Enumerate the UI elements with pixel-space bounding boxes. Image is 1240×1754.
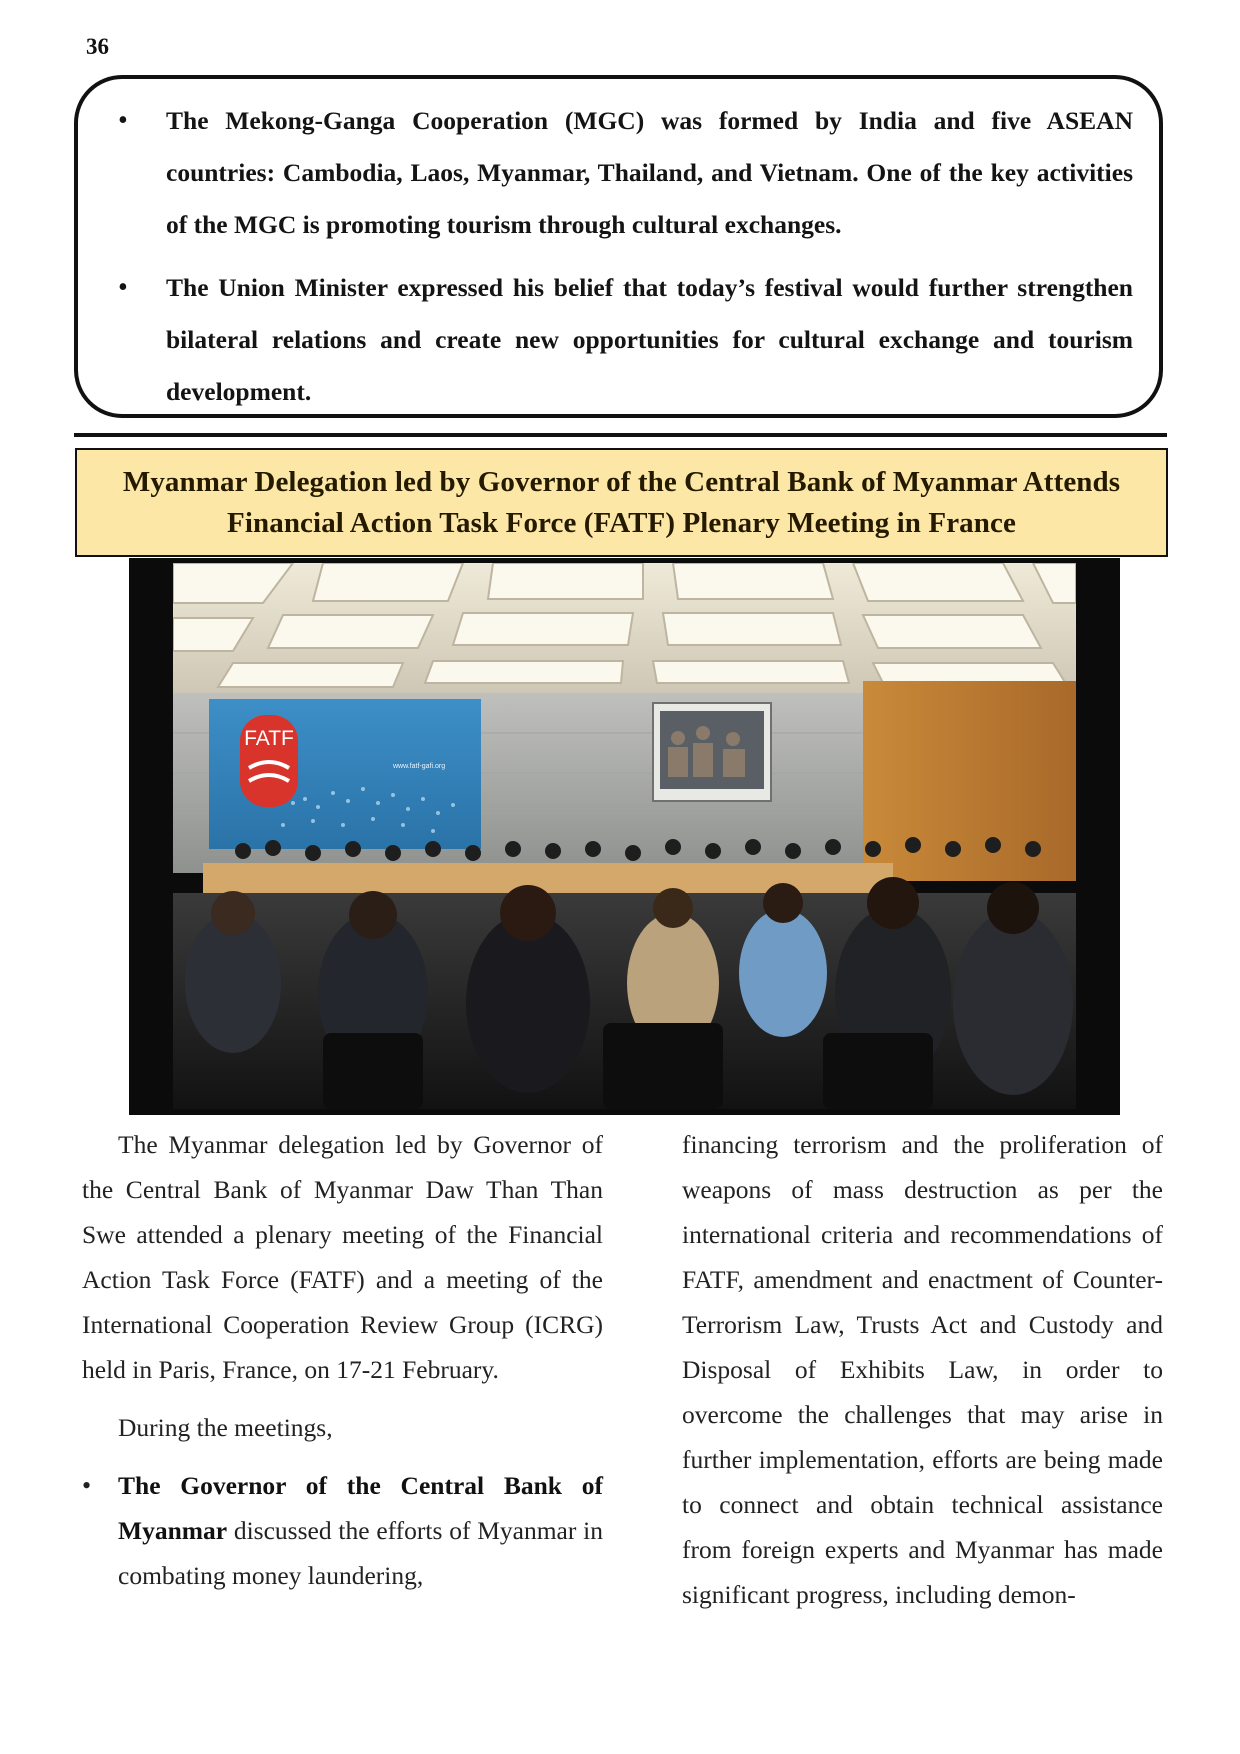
meeting-point-subject: The Governor of the Central Bank of Myanmar: [118, 1471, 603, 1545]
chairs: [323, 1023, 933, 1109]
meeting-photo: [129, 558, 1120, 1115]
meeting-photo-illustration: [173, 563, 1076, 1109]
article-headline-box: [75, 448, 1168, 557]
article-headline-line-1: Myanmar Delegation led by Governor of the Central Bank of Myanmar Attends: [122, 465, 1121, 498]
banner-url-text: www.fatf-gafi.org: [393, 763, 446, 770]
meeting-point-text: discussed the efforts of Myanmar in combating money laundering,: [118, 1516, 603, 1590]
article-column-left: [82, 1122, 603, 1598]
lead-in-paragraph: During the meetings,: [118, 1413, 333, 1442]
summary-bullet: • The Mekong-Ganga Cooperation (MGC) was formed by India and five ASEAN countries: Cambodia, Laos, Myanmar, Thailand, and Vietnam. One of the key activities of the MGC is promoting tourism through cultural exchanges.: [108, 95, 1133, 251]
article-column-right: [682, 1122, 1163, 1617]
fatf-logo-text: FATF: [244, 727, 294, 750]
summary-bullet-list: [108, 95, 1133, 418]
intro-paragraph: The Myanmar delegation led by Governor of the Central Bank of Myanmar Daw Than Than Swe attended a plenary meeting of the Financial Action Task Force (FATF) and a meeting of the International Cooperation Review Group (ICRG) held in Paris, France, on 17-21 February.: [82, 1130, 603, 1384]
section-divider: [74, 433, 1167, 437]
summary-box: [74, 75, 1163, 418]
wood-wall: [863, 681, 1076, 881]
article-headline-line-2: Financial Action Task Force (FATF) Plenary Meeting in France: [227, 506, 1016, 539]
screen-people: [668, 726, 745, 777]
meeting-point-item: [82, 1463, 603, 1598]
continued-paragraph: financing terrorism and the proliferation of weapons of mass destruction as per the international criteria and recommendations of FATF, amendment and enactment of Counter-Terrorism Law, Trusts Act and Custody and Disposal of Exhibits Law, in order to overcome the challenges that may arise in further implementation, efforts are being made to connect and obtain technical assistance from foreign experts and Myanmar has made significant progress, including demon-: [682, 1130, 1163, 1609]
meeting-points-list: [82, 1463, 603, 1598]
page-number: 36: [86, 34, 109, 59]
summary-bullet: • The Union Minister expressed his belief that today’s festival would further strengthen bilateral relations and create new opportunities for cultural exchange and tourism development.: [108, 262, 1133, 418]
